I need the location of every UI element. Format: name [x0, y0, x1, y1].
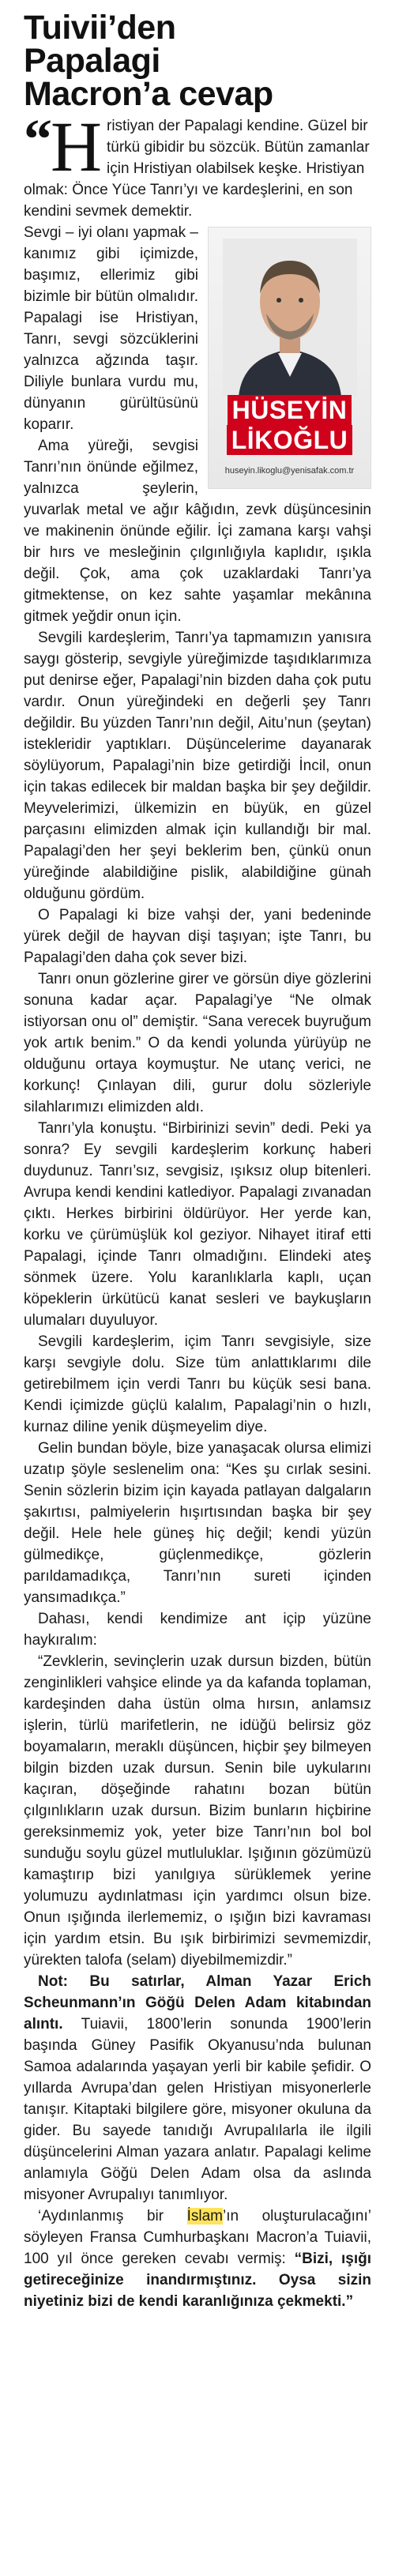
headline-line-1: Tuivii’den — [24, 9, 176, 47]
author-photo — [223, 239, 357, 397]
note-source: Bu satırlar, Alman Yazar Erich Scheunmann’ın Göğü Delen Adam kitabından alıntı. — [24, 1973, 371, 2033]
headline-line-3: Macron’a cevap — [24, 75, 273, 113]
headline-line-2: Papalagi — [24, 42, 160, 80]
paragraph: Sevgili kardeşlerim, içim Tanrı sevgisiyle, size karşı sevgiyle dolu. Size tüm anlattıklarımı dile getirebilmem için verdi Tanrı bu küçük sesi bana. Kendi içimizde güçlü kalalım, Papalagi’nin o hızlı, kurnaz diline yenik düşmeyelim diye. — [24, 1333, 371, 1435]
article-headline — [24, 11, 371, 111]
closing-paragraph — [24, 2206, 371, 2312]
paragraph: Gelin bundan böyle, bize yanaşacak olursa elimizi uzatıp şöyle seslenelim ona: “Kes şu cırlak sesini. Senin sözlerin bizim için kayada patlayan dalgaların şakırtısı, palmiyelerin hışırtısından başka bir şey değil. Hele hele güneş hiç değil; kendi yüzün gülmedikçe, güçlenmedikçe, gözlerin parıldamadıkça, Tanrı’nın sureti içinden yansımadıkça.” — [24, 1440, 371, 1606]
note-text: Tuiavii, 1800’lerin sonunda 1900’lerin başında Güney Pasifik Okyanusu’nda bulunan Samoa adalarında yaşayan yerli bir kabile şefidir. O yıllarda Avrupa’dan gelen Hristiyan misyonerlerle tanışır. Kitaptaki bilgilere göre, misyoner okuluna da gider. Bu sayede tanıdığı Avrupalılarla ile ilgili düşüncelerini Alman yazara anlatır. Papalagi kelime anlamıyla Göğü Delen Adam olsa da aslında misyoner Avrupalıyı tanımlıyor. — [24, 2016, 371, 2203]
closing-highlight: İslam — [186, 2208, 224, 2224]
quote-mark-icon: “ — [24, 107, 52, 171]
author-name — [209, 395, 371, 455]
paragraph: Ama yüreği, sevgisi Tanrı’nın önünde eğilmez, yalnızca şeylerin, yuvarlak metal ve ağır kâğıdın, zevk düşüncesinin ve makinenin önünde eğilir. İçi zamana karşı vahşi bir hırs ve mesleğinin çılgınlığıyla kaplıdır, ışıkla değil. Çok, ama çok uzaklardaki Tanrı’ya gitmektense, on kez sahte yaşamlar mekânına gitmek yeğdir onun için. — [24, 438, 371, 625]
article-body — [24, 222, 371, 2312]
paragraph: Tanrı onun gözlerine girer ve görsün diye gözlerini sonuna kadar açar. Papalagi’ye “Ne olmak istiyorsan onu ol” demiştir. “Sana verecek buyruğum yok artık benim.” O da kendi yolunda yürüyüp ne olduğunu ortaya koymuştur. Ne utanç verici, ne korkunç! Çınlayan dili, gurur dolu sözleriyle silahlarımızı elimizden aldı. — [24, 971, 371, 1115]
paragraph: Tanrı’yla konuştu. “Birbirinizi sevin” dedi. Peki ya sonra? Ey sevgili kardeşlerim korkunç haberi duydunuz. Tanrı’sız, sevgisiz, ışıksız olup bitenleri. Avrupa kendi kendini katlediyor. Papalagi zıvanadan çıktı. Herkes birbirini öldürüyor. Her yerde kan, korku ve çürümüşlük kol geziyor. Nihayet itiraf etti Papalagi, içinde Tanrı olmadığını. Elindeki ateş sönmek üzere. Yolu karanlıklarla kaplı, uçan köpeklerin ürkütücü kanat sesleri ve baykuşların ulumaları duyuluyor. — [24, 1120, 371, 1329]
paragraph: Sevgi – iyi olanı yapmak – kanımız gibi içimizde, başımız, ellerimiz gibi bizimle bir bütün olmalıdır. Papalagi ise Hristiyan, Tanrı, sevgi sözcüklerini yalnızca ağzında taşır. Diliyle bunlara vurdu mu, dünyanın gürültüsünü koparır. — [24, 224, 198, 433]
paragraph: Sevgili kardeşlerim, Tanrı’ya tapmamızın yanısıra saygı gösterip, sevgiyle yüreğimizde taşıdıklarımıza put denirse eğer, Papalagi’nin bizden daha çok putu vardır. Onun yüreğindeki en değerli şey Tanrı değildir. Bu yüzden Tanrı’nın değil, Aitu’nun (şeytan) istekleridir yaptıkları. Düşüncelerime dayanarak söylüyorum, Papalagi’nin bize getirdiği İncil, onun için takas edilecek bir maldan başka bir şey değildir. Meyvelerimizi, ülkemizin en büyük, en güzel parçasını elimizden almak için kullandığı bir mal. Papalagi’den her şeyi beklerim ben, çünkü onun yüreğinde alabildiğine pislik, alabildiğine günah olduğunu gördüm. — [24, 630, 371, 902]
author-name-line-1: HÜSEYİN — [228, 395, 352, 425]
paragraph: Dahası, kendi kendimize ant içip yüzüne haykıralım: — [24, 1611, 371, 1649]
note-paragraph — [24, 1971, 371, 2206]
author-email: huseyin.likoglu@yenisafak.com.tr — [224, 466, 355, 476]
closing-pre: ‘Aydınlanmış bir — [38, 2208, 187, 2224]
dropcap: H — [51, 108, 102, 186]
paragraph: O Papalagi ki bize vahşi der, yani bedeninde yürek değil de hayvan dişi taşıyan; işte Tanrı, bu Papalagi’den daha çok sever bizi. — [24, 907, 371, 966]
closing-post: ’ın oluşturulacağını’ söyleyen Fransa Cumhurbaşkanı Macron’a Tuiavii, 100 yıl önce gereken cevabı vermiş: — [24, 2208, 371, 2267]
author-name-line-2: LİKOĞLU — [227, 425, 352, 455]
article-intro — [24, 107, 371, 222]
author-card — [208, 227, 371, 489]
quoted-paragraph: “Zevklerin, sevinçlerin uzak dursun bizden, bütün zenginlikleri vahşice elinde ya da kafanda toplaman, kardeşinden daha üstün olma hırsın, anlamsız işlerin, türlü marifetlerin, ne idüğü belirsiz göz boyamaların, meraklı düşüncen, hiçbir şey bilmeyen bilgin bizden uzak dursun. Senin bile uykularını kaçıran, döşeğinde rahatını bozan bütün çılgınlıkların uzak dursun. Bizim bunların hiçbirine gereksinmemiz yok, yeter bize Tanrı’nın bol bol sunduğu soylu güzel mutluluklar. Işığının gözümüzü kamaştırıp bizi yanılgıya sürüklemek yerine yolumuzu aydınlatması için yardımcı olsun bize. Onun ışığında ilerlememiz, o ışığın bizi kavraması için yardım etsin. Bu ışık birbirimizi sevmemizdir, yürekten talofa (selam) diyebilmemizdir.” — [24, 1653, 371, 1969]
closing-final-quote: “Bizi, ışığı getireceğinize inandırmıştınız. Oysa sizin niyetiniz bizi de kendi karanlığınıza çekmekti.” — [24, 2251, 371, 2310]
intro-text: ristiyan der Papalagi kendine. Güzel bir türkü gibidir bu sözcük. Bütün zamanlar için Hristiyan olabilsek keşke. Hristiyan olmak: Önce Yüce Tanrı’yı ve kardeşlerini, en son kendini sevmek demektir. — [24, 118, 370, 220]
note-label: Not: — [38, 1973, 68, 1990]
